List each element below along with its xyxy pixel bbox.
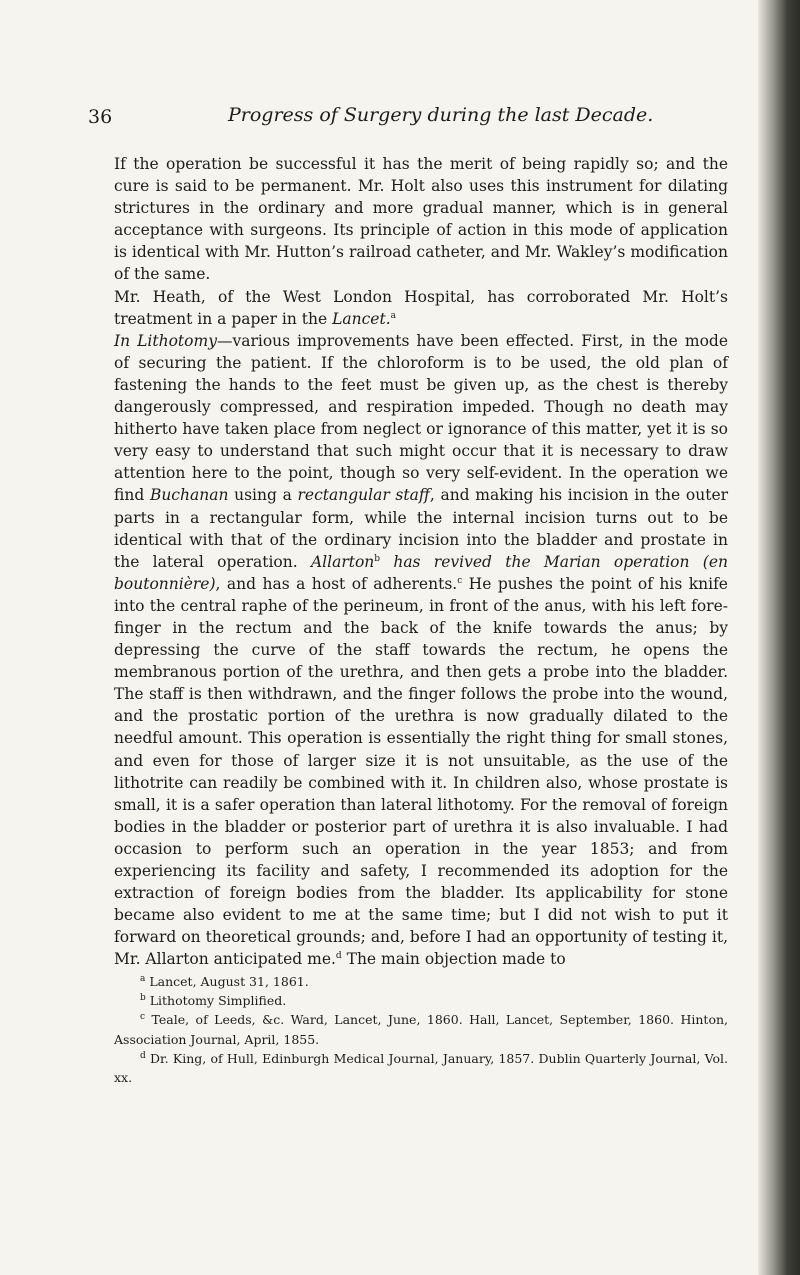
page-header bbox=[88, 104, 728, 134]
allarton-name: Allarton bbox=[310, 552, 375, 571]
footnotes bbox=[114, 972, 728, 1087]
lithotomy-heading: In Lithotomy bbox=[114, 331, 217, 350]
marian-operation-phrase: has revived the Marian operation (en boutonnière) bbox=[114, 552, 728, 593]
paragraph-3-text-e: He pushes the point of his knife into the central raphe of the perineum, in front of the anus, with his left fore-finger in the rectum and the back of the knife towards the anus; by depressing the curve of the staff towards the rectum, he opens the membranous portion of the urethra, and then gets a probe into the bladder. The staff is then withdrawn, and the finger follows the probe into the wound, and the prostatic portion of the urethra is now gradually dilated to the needful amount. This operation is essentially the right thing for small stones, and even for those of larger size it is not unsuitable, as the use of the lithotrite can readily be combined with it. In children also, whose prostate is small, it is a safer operation than lateral lithotomy. For the removal of foreign bodies in the bladder or posterior part of urethra it is also invaluable. I had occasion to perform such an operation in the year 1853; and from experiencing its facility and safety, I recommended its adoption for the extraction of foreign bodies from the bladder. Its applicability for stone became also evident to me at the same time; but I did not wish to put it forward on theoretical grounds; and, before I had an opportunity of testing it, Mr. Allarton anticipated me. bbox=[114, 574, 728, 969]
running-title: Progress of Surgery during the last Decade. bbox=[228, 104, 654, 126]
footnote-text-d: Dr. King, of Hull, Edinburgh Medical Journal, January, 1857. Dublin Quarterly Journal, Vol. xx. bbox=[114, 1050, 728, 1086]
paragraph-3 bbox=[114, 330, 728, 971]
footnote-d bbox=[114, 1049, 728, 1087]
page-binding-edge bbox=[758, 0, 800, 1275]
paragraph-3-text-b: using a bbox=[228, 486, 298, 505]
footnote-ref-b: b bbox=[374, 553, 381, 564]
rectangular-staff-term: rectangular staff bbox=[297, 486, 430, 505]
paragraph-1: If the operation be successful it has the merit of being rapidly so; and the cure is said to be permanent. Mr. Holt also uses this instrument for dilating strictures in the ordinary and more gradual manner, which is in general acceptance with surgeons. Its principle of action in this mode of application is identical with Mr. Hutton’s railroad catheter, and Mr. Wakley’s modification of the same. bbox=[114, 155, 728, 284]
paragraph-3-text-c: , and making his incision in the outer parts in a rectangular form, while the internal incision turns out to be identical with that of the ordinary incision into the bladder and prostate in the lateral operation. bbox=[114, 486, 729, 571]
footnote-c bbox=[114, 1010, 728, 1048]
footnote-mark-d: d bbox=[140, 1050, 146, 1061]
buchanan-name: Buchanan bbox=[149, 486, 229, 505]
footnote-text-b: Lithotomy Simplified. bbox=[145, 993, 287, 1009]
paragraph-2 bbox=[114, 286, 728, 330]
body-text bbox=[114, 153, 728, 970]
footnote-mark-c: c bbox=[140, 1012, 146, 1023]
footnote-mark-a: a bbox=[140, 973, 146, 984]
page-number: 36 bbox=[88, 106, 113, 128]
footnote-a bbox=[114, 972, 728, 991]
footnote-b bbox=[114, 991, 728, 1010]
footnote-ref-a: a bbox=[390, 310, 397, 321]
paragraph-3-text-d: , and has a host of adherents. bbox=[215, 574, 458, 593]
footnote-text-a: Lancet, August 31, 1861. bbox=[145, 974, 309, 989]
footnote-text-c: Teale, of Leeds, &c. Ward, Lancet, June, 1860. Hall, Lancet, September, 1860. Hinton, Association Journal, April, 1855. bbox=[114, 1012, 728, 1047]
footnote-mark-b: b bbox=[140, 993, 146, 1004]
lancet-citation: Lancet. bbox=[332, 309, 391, 328]
paragraph-2-text: Mr. Heath, of the West London Hospital, has corroborated Mr. Holt’s treatment in a paper in the bbox=[114, 287, 728, 328]
footnote-ref-d: d bbox=[335, 951, 342, 962]
footnote-ref-c: c bbox=[457, 575, 463, 586]
paragraph-3-text-a: —various improvements have been effected. First, in the mode of securing the patient. If the chloroform is to be used, the old plan of fastening the hands to the feet must be given up, as the chest is thereby dangerously compressed, and respiration impeded. Though no death may hitherto have taken place from neglect or ignorance of this matter, yet it is so very easy to understand that such might occur that it is necessary to draw attention here to the point, though so very self-evident. In the operation we find bbox=[114, 331, 728, 505]
paragraph-3-text-f: The main objection made to bbox=[341, 950, 566, 969]
